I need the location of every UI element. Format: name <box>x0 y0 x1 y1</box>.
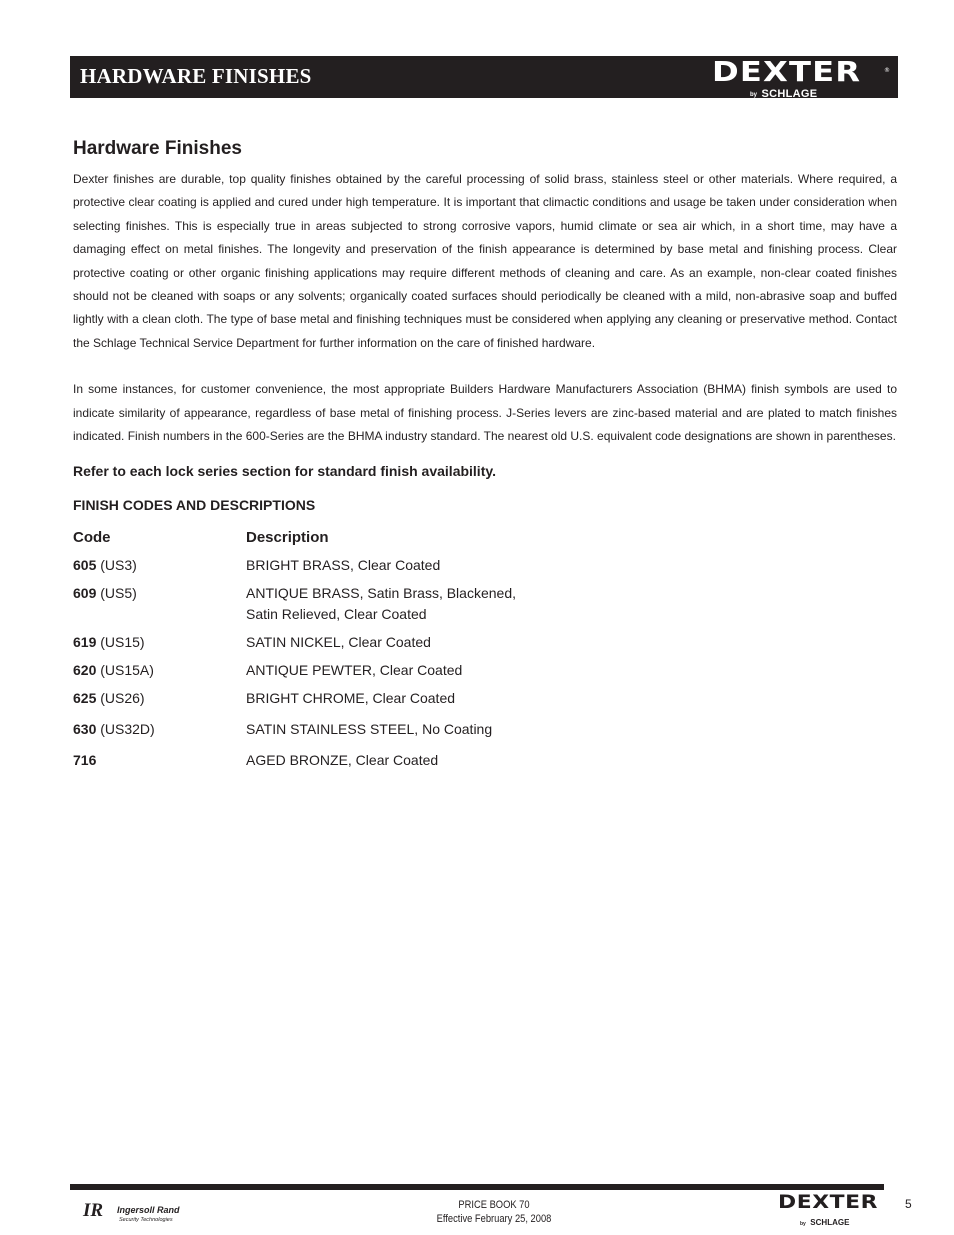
footer-dexter-wordmark: DEXTER <box>778 1191 879 1213</box>
page-number: 5 <box>905 1197 912 1211</box>
finish-codes-table <box>73 529 897 771</box>
table-row <box>73 555 897 576</box>
ingersoll-rand-name: Ingersoll Rand <box>117 1205 180 1215</box>
finish-code: 605 <box>73 557 97 574</box>
footer-info <box>409 1198 579 1226</box>
table-header-row <box>73 529 897 555</box>
finish-description: SATIN NICKEL, Clear Coated <box>246 634 431 651</box>
finish-description-cell <box>246 583 897 625</box>
table-row <box>73 688 897 709</box>
finish-description: BRIGHT BRASS, Clear Coated <box>246 557 441 574</box>
logo-by-text: by <box>750 92 758 98</box>
finish-code-cell <box>73 750 246 771</box>
finish-description: ANTIQUE BRASS, Satin Brass, Blackened, <box>246 585 516 602</box>
footer-by-schlage-mark <box>800 1212 849 1230</box>
table-row <box>73 750 897 771</box>
footer-dexter-logo <box>778 1191 888 1227</box>
intro-paragraph-2: In some instances, for customer convenience, the most appropriate Builders Hardware Manufacturers Association (BHMA) finish symbols are used to indicate similarity of appearance, regardless of base metal of finishing process. J-Series levers are zinc-based material and are plated to match finishes indicated. Finish numbers in the 600-Series are the BHMA industry standard. The nearest old U.S. equivalent code designations are shown in parentheses. <box>73 382 897 444</box>
page-header-title: HARDWARE FINISHES <box>80 64 312 88</box>
table-row <box>73 632 897 653</box>
footer-rule <box>70 1184 884 1190</box>
finish-code-cell <box>73 719 246 740</box>
effective-date: Effective February 25, 2008 <box>436 1213 552 1225</box>
finish-description: BRIGHT CHROME, Clear Coated <box>246 690 456 707</box>
us-equivalent: (US15A) <box>96 662 154 679</box>
finish-description-line-2: Satin Relieved, Clear Coated <box>246 606 427 623</box>
footer-logo-schlage-text: SCHLAGE <box>810 1218 850 1227</box>
finish-code: 630 <box>73 721 97 738</box>
logo-schlage-text: SCHLAGE <box>761 88 818 100</box>
description-column-header: Description <box>246 529 329 547</box>
ir-mark: IR <box>83 1200 104 1221</box>
finish-code-cell <box>73 555 246 576</box>
code-column-header: Code <box>73 529 111 547</box>
us-equivalent: (US15) <box>96 634 145 651</box>
finish-code-cell <box>73 688 246 709</box>
finish-description: SATIN STAINLESS STEEL, No Coating <box>246 721 493 738</box>
finish-description: ANTIQUE PEWTER, Clear Coated <box>246 662 463 679</box>
finish-code: 716 <box>73 752 97 769</box>
section-title: Hardware Finishes <box>73 138 242 159</box>
finish-description: AGED BRONZE, Clear Coated <box>246 752 439 769</box>
finish-code-cell <box>73 632 246 653</box>
header-bar <box>70 56 898 98</box>
finish-code: 625 <box>73 690 97 707</box>
dexter-logo <box>712 55 890 100</box>
security-technologies-text: Security Technologies <box>119 1217 173 1223</box>
table-row <box>73 660 897 681</box>
finish-code-cell <box>73 583 246 625</box>
finish-code-cell <box>73 660 246 681</box>
us-equivalent: (US32D) <box>96 721 155 738</box>
table-row <box>73 719 897 740</box>
finish-code: 620 <box>73 662 97 679</box>
main-content <box>73 138 897 771</box>
dexter-logo-wordmark: DEXTER <box>712 55 862 88</box>
table-row <box>73 583 897 625</box>
ingersoll-rand-logo <box>83 1200 193 1226</box>
price-book-label: PRICE BOOK 70 <box>458 1199 530 1211</box>
footer-logo-by-text: by <box>800 1221 806 1227</box>
us-equivalent: (US5) <box>96 585 137 602</box>
us-equivalent: (US3) <box>96 557 137 574</box>
finish-code: 619 <box>73 634 97 651</box>
finish-code: 609 <box>73 585 97 602</box>
finish-codes-heading: FINISH CODES AND DESCRIPTIONS <box>73 497 316 514</box>
by-schlage-mark <box>750 84 817 102</box>
refer-note: Refer to each lock series section for standard finish availability. <box>73 463 496 480</box>
intro-paragraph-1: Dexter finishes are durable, top quality finishes obtained by the careful processing of solid brass, stainless steel or other materials. Where required, a protective clear coating is applied and cured under high temperature. It is important that climactic conditions and usage be taken under consideration when selecting finishes. This is especially true in areas subjected to strong corrosive vapors, humid climate or sea air which, in a short time, may have a damaging effect on metal finishes. The longevity and preservation of the finish appearance is determined by base metal and finishing process. Clear protective coating or other organic finishing applications may require different methods of cleaning and care. As an example, non-clear coated finishes should not be cleaned with soaps or any solvents; organically coated surfaces should periodically be cleaned with a mild, non-abrasive soap and buffed lightly with a clean cloth. The type of base metal and finishing techniques must be considered when applying any cleaning or preservative method. Contact the Schlage Technical Service Department for further information on the care of finished hardware. <box>73 172 897 350</box>
registered-mark: ® <box>884 67 890 74</box>
us-equivalent: (US26) <box>96 690 145 707</box>
